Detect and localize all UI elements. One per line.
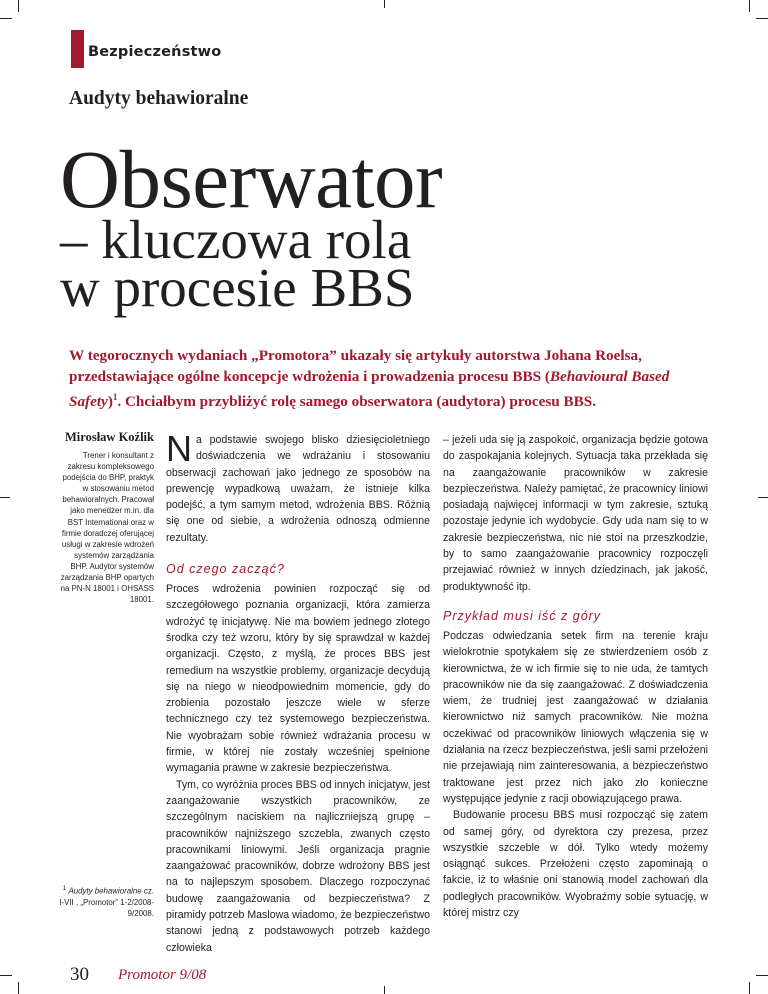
crop-mark: [384, 0, 385, 8]
article-kicker: Audyty behawioralne: [69, 88, 249, 109]
lead-italic: Behavioural Based Safety: [69, 368, 670, 411]
crop-mark: [18, 0, 19, 12]
article-title-line-2: – kluczowa rola: [60, 209, 412, 270]
footnote-number: 1: [62, 885, 67, 892]
footnote-text: cz. I-VII , „Promotor” 1-2/2008-9/2008.: [59, 886, 154, 918]
crop-mark: [756, 975, 768, 976]
author-name: Mirosław Koźlik: [64, 430, 154, 444]
crop-mark: [0, 18, 12, 19]
crop-mark: [384, 986, 385, 994]
paragraph: Proces wdrożenia powinien rozpocząć się od szczegółowego poznania organizacji, która zamierza wdrożyć tę inicjatywę. Nie ma bowiem jednego złotego środka czy też wzoru, który by się sprawdzał w każdej organizacji. Często, z myślą, że proces BBS jest remedium na wszystkie problemy, organizacje decydują się na niego w nieodpowiednim momencie, gdy do zrobienia pozostało jeszcze wiele w sferze technicznego czy też systemowego bezpieczeństwa. Nie wyobrażam sobie również wdrażania procesu w firmie, w której nie zostały wcześniej spełnione wymagania prawne w zakresie bezpieczeństwa.: [166, 583, 430, 775]
crop-mark: [18, 982, 19, 994]
paragraph: – jeżeli uda się ją zaspokoić, organizacja będzie gotowa do zaspokajania kolejnych. Sytuacja taka przekłada się na zaangażowanie pracowników w zakresie bezpieczeństwa. Należy pamiętać, że pracownicy liniowi posiadają najwięcej informacji w tym zakresie, sztuką pozostaje jedynie ich wydobycie. Gdy uda nam się to w zakresie bezpieczeństwa, nic nie stoi na przeszkodzie, by to samo zaangażowanie pracownicy rozpoczęli przejawiać również w innych dziedzinach, jak jakość, produktywność itp.: [443, 434, 708, 593]
subheading: Przykład musi iść z góry: [443, 608, 602, 623]
article-title-line-3: w procesie BBS: [60, 257, 415, 318]
lead-close: ): [107, 393, 113, 411]
article-title-line-1: Obserwator: [60, 133, 443, 225]
paragraph: [166, 428, 430, 546]
lead-text: W tegorocznych wydaniach „Promotora” ukazały się artykuły autorstwa Johana Roelsa, przedstawiające ogólne koncepcje wdrożenia i prowadzenia procesu BBS (: [69, 347, 642, 385]
footnote: [59, 883, 154, 919]
body-column-2: [443, 432, 708, 921]
paragraph-text: a podstawie swojego blisko dziesięcioletniego doświadczenia we wdrażaniu i stosowaniu obserwacji zachowań jako jednego ze sposobów na prewencję wypadkową uważam, że istnieje kilka podejść, a tym samym metod, wdrożenia BBS. Różnią się one od siebie, a wdrożenia odnoszą odmienne rezultaty.: [166, 434, 430, 544]
crop-mark: [749, 982, 750, 994]
crop-mark: [0, 497, 10, 498]
article-title-lines: [60, 209, 415, 318]
author-bio: Trener i konsultant z zakresu kompleksowego podejścia do BHP, praktyk w stosowaniu metod behawioralnych. Pracował jako menedżer m.in. dla BST International oraz w firmie doradczej oferującej usługi w zakresie wdrożeń systemów zarządzania BHP. Audytor systemów zarządzania BHP opartych na PN-N 18001 i OHSASS 18001.: [60, 451, 154, 605]
lead-text-end: . Chciałbym przybliżyć rolę samego obserwatora (audytora) procesu BBS.: [117, 393, 597, 411]
article-lead: [69, 345, 705, 412]
magazine-issue: Promotor 9/08: [118, 967, 207, 983]
footnote-title: Audyty behawioralne: [68, 886, 142, 896]
drop-cap: N: [166, 428, 192, 469]
crop-mark: [756, 18, 768, 19]
paragraph: Tym, co wyróżnia proces BBS od innych inicjatyw, jest zaangażowanie wszystkich pracowników, ze szczególnym naciskiem na najliczniejszą grupę – pracowników najniższego szczebla, zwanych często pracownikami liniowymi. Jeśli organizacja pragnie zaangażować pracowników, dobrze wdrożony BBS jest na to najlepszym sposobem. Dlaczego rozpoczynać budowę zaangażowania od bezpieczeństwa? Z piramidy potrzeb Maslowa wiadomo, że bezpieczeństwo stanowi jedną z podstawowych potrzeb każdego człowieka: [166, 778, 430, 954]
crop-mark: [749, 0, 750, 12]
crop-mark: [758, 497, 768, 498]
paragraph: Budowanie procesu BBS musi rozpocząć się zatem od samej góry, od dyrektora czy prezesa, przez wszystkie szczeble w dół. Tylko wtedy możemy osiągnąć sukces. Przełożeni często zapominają o fakcie, iż to właśnie oni stanowią model zachowań dla podległych pracowników. Wyobraźmy sobie sytuację, w której mistrz czy: [443, 809, 708, 920]
footnote-ref: 1: [112, 392, 118, 402]
subheading: Od czego zacząć?: [166, 562, 285, 577]
section-accent-bar: [71, 30, 84, 68]
body-column-1: [166, 428, 430, 956]
crop-mark: [0, 975, 12, 976]
section-label: Bezpieczeństwo: [88, 44, 222, 60]
paragraph: Podczas odwiedzania setek firm na terenie kraju wielokrotnie spotykałem się ze stwierdzeniem osób z kierownictwa, że w ich firmie się to nie uda, że tamtych pracowników nie da się zaangażować. Z doświadczenia wiem, że trudniej jest zaangażować w działania kierownictwo niż samych pracowników. Nie można oczekiwać od pracowników liniowych włączenia się w działania na rzecz bezpieczeństwa, jeśli sami przełożeni nie przejawiają nim zainteresowania, a bezpieczeństwo traktowane jest przez nich jako zło konieczne występujące jedynie z racji obowiązującego prawa.: [443, 629, 708, 805]
page-number: 30: [70, 964, 89, 985]
